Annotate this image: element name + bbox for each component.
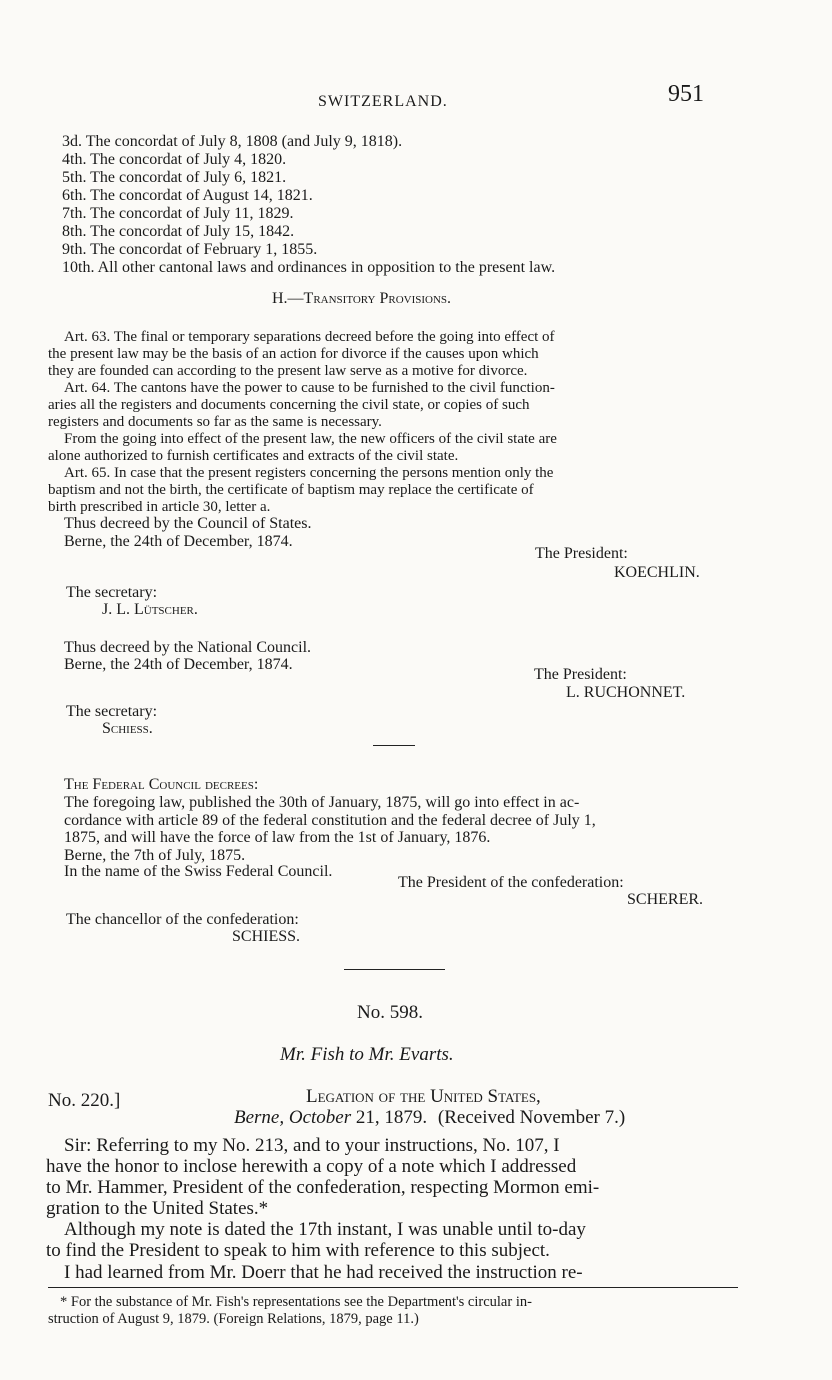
president-label: The President of the confederation: [398, 874, 624, 891]
dateline-day: 21, 1879. [355, 1107, 428, 1128]
body-line: to find the President to speak to him with reference to this subject. [46, 1240, 550, 1261]
body-line: I had learned from Mr. Doerr that he had received the instruction re- [64, 1262, 583, 1283]
president-name: L. RUCHONNET. [566, 684, 686, 701]
body-line: Although my note is dated the 17th instant, I was unable until to-day [64, 1219, 586, 1240]
in-name-line: In the name of the Swiss Federal Council. [64, 863, 333, 880]
footnote-line: struction of August 9, 1879. (Foreign Relations, 1879, page 11.) [48, 1311, 419, 1327]
decree-statement: Thus decreed by the National Council. [64, 639, 312, 656]
section-heading: H.—Transitory Provisions. [272, 290, 452, 307]
decree-date: Berne, the 24th of December, 1874. [64, 533, 293, 550]
document-divider [344, 969, 445, 970]
secretary-label: The secretary: [66, 584, 158, 601]
received-note: (Received November 7.) [437, 1107, 626, 1128]
decree-date: Berne, the 24th of December, 1874. [64, 656, 293, 673]
secretary-label: The secretary: [66, 703, 158, 720]
body-line: Sir: Referring to my No. 213, and to your instructions, No. 107, I [64, 1135, 560, 1156]
president-label: The President: [534, 666, 627, 683]
federal-council-line: The foregoing law, published the 30th of January, 1875, will go into effect in ac- [64, 794, 580, 811]
decree-date: Berne, the 7th of July, 1875. [64, 847, 246, 864]
secretary-name: Schiess. [102, 720, 153, 737]
running-header: SWITZERLAND. [318, 93, 448, 110]
article-line: Art. 65. In case that the present registers concerning the persons mention only the [64, 465, 554, 481]
federal-council-line: 1875, and will have the force of law from the 1st of January, 1876. [64, 829, 491, 846]
article-line: they are founded can according to the present law serve as a motive for divorce. [48, 363, 528, 379]
president-label: The President: [535, 545, 628, 562]
list-item: 9th. The concordat of February 1, 1855. [62, 241, 318, 258]
list-item: 4th. The concordat of July 4, 1820. [62, 151, 287, 168]
dateline-place: Berne, [234, 1107, 285, 1128]
body-line: have the honor to inclose herewith a copy of a note which I addressed [46, 1156, 577, 1177]
dateline [234, 1107, 625, 1129]
article-line: baptism and not the birth, the certificate of baptism may replace the certificate of [48, 482, 534, 498]
federal-council-heading: The Federal Council decrees: [64, 776, 259, 793]
article-line: registers and documents so far as the same is necessary. [48, 414, 382, 430]
reference-number: No. 220.] [48, 1090, 121, 1111]
dateline-month: October [288, 1107, 352, 1128]
article-line: the present law may be the basis of an action for divorce if the causes upon which [48, 346, 539, 362]
president-name: KOECHLIN. [614, 564, 700, 581]
article-line: Art. 64. The cantons have the power to cause to be furnished to the civil function- [64, 380, 555, 396]
article-line: Art. 63. The final or temporary separations decreed before the going into effect of [64, 329, 555, 345]
article-line: alone authorized to furnish certificates and extracts of the civil state. [48, 448, 459, 464]
article-line: From the going into effect of the present law, the new officers of the civil state are [64, 431, 557, 447]
document-title: Mr. Fish to Mr. Evarts. [280, 1044, 454, 1065]
footnote-line: * For the substance of Mr. Fish's representations see the Department's circular in- [60, 1294, 532, 1310]
chancellor-name: SCHIESS. [232, 928, 301, 945]
secretary-name: J. L. Lütscher. [102, 601, 198, 618]
footnote-rule [48, 1287, 738, 1288]
body-line: to Mr. Hammer, President of the confederation, respecting Mormon emi- [46, 1177, 600, 1198]
list-item: 7th. The concordat of July 11, 1829. [62, 205, 294, 222]
president-name: SCHERER. [627, 891, 704, 908]
list-item: 5th. The concordat of July 6, 1821. [62, 169, 287, 186]
article-line: aries all the registers and documents concerning the civil state, or copies of such [48, 397, 530, 413]
body-line: gration to the United States.* [46, 1198, 269, 1219]
chancellor-label: The chancellor of the confederation: [66, 911, 299, 928]
list-item: 6th. The concordat of August 14, 1821. [62, 187, 313, 204]
federal-council-line: cordance with article 89 of the federal constitution and the federal decree of July 1, [64, 812, 596, 829]
legation-line: Legation of the United States, [306, 1086, 541, 1107]
document-number: No. 598. [357, 1002, 423, 1023]
list-item: 10th. All other cantonal laws and ordinances in opposition to the present law. [62, 259, 556, 276]
article-line: birth prescribed in article 30, letter a. [48, 499, 271, 515]
page-number: 951 [668, 81, 704, 107]
list-item: 8th. The concordat of July 15, 1842. [62, 223, 295, 240]
decree-statement: Thus decreed by the Council of States. [64, 515, 312, 532]
section-divider [373, 745, 415, 746]
list-item: 3d. The concordat of July 8, 1808 (and July 9, 1818). [62, 133, 403, 150]
